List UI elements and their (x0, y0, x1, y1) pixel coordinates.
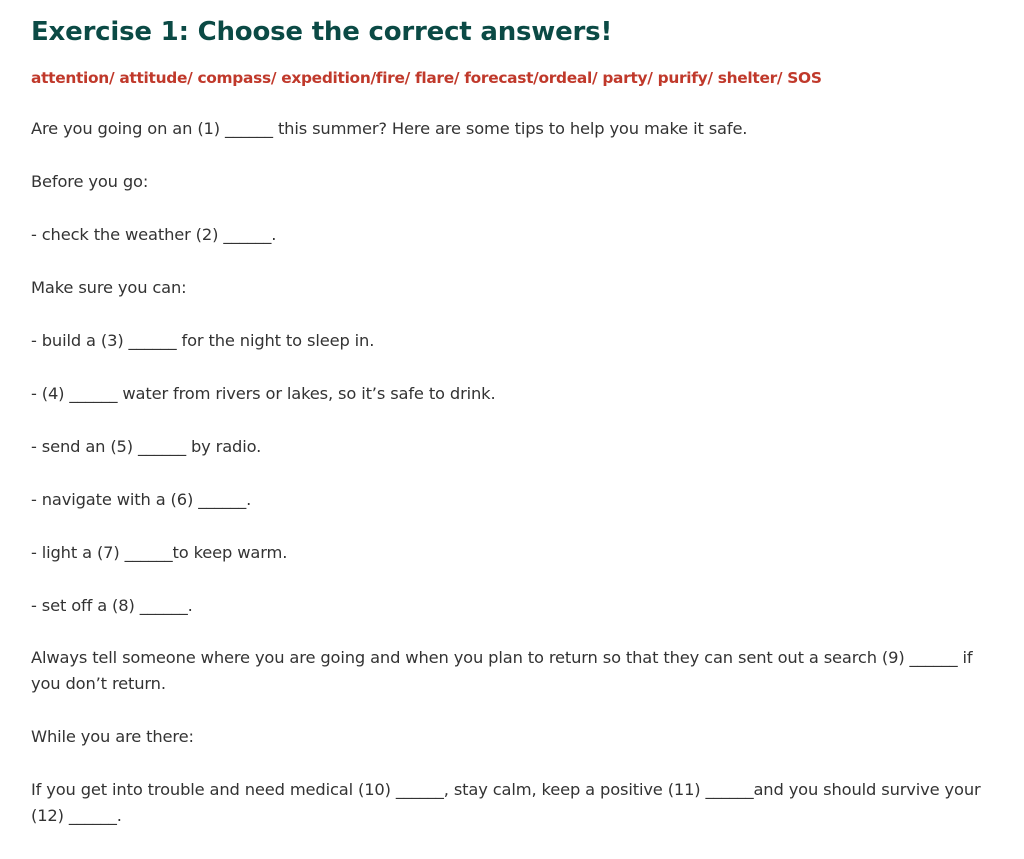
word-bank: attention/ attitude/ compass/ expedition/fire/ flare/ forecast/ordeal/ party/ purify/ shelter/ SOS (31, 69, 822, 87)
exercise-title: Exercise 1: Choose the correct answers! (31, 17, 613, 47)
before-you-go-heading: Before you go: (31, 172, 149, 191)
question-6: - navigate with a (6) ______. (31, 490, 252, 509)
question-2: - check the weather (2) ______. (31, 225, 277, 244)
question-4: - (4) ______ water from rivers or lakes, so it’s safe to drink. (31, 384, 496, 403)
question-8: - set off a (8) ______. (31, 596, 193, 615)
while-there-heading: While you are there: (31, 727, 194, 746)
question-9-paragraph: Always tell someone where you are going and when you plan to return so that they can sent out a search (9) ______ if you don’t return. (31, 648, 973, 693)
make-sure-heading: Make sure you can: (31, 278, 187, 297)
question-3: - build a (3) ______ for the night to sleep in. (31, 331, 375, 350)
intro-paragraph: Are you going on an (1) ______ this summer? Here are some tips to help you make it safe. (31, 119, 748, 138)
question-5: - send an (5) ______ by radio. (31, 437, 262, 456)
final-paragraph: If you get into trouble and need medical (10) ______, stay calm, keep a positive (11) ______and you should survive your (12) ______. (31, 780, 981, 825)
question-7: - light a (7) ______to keep warm. (31, 543, 288, 562)
